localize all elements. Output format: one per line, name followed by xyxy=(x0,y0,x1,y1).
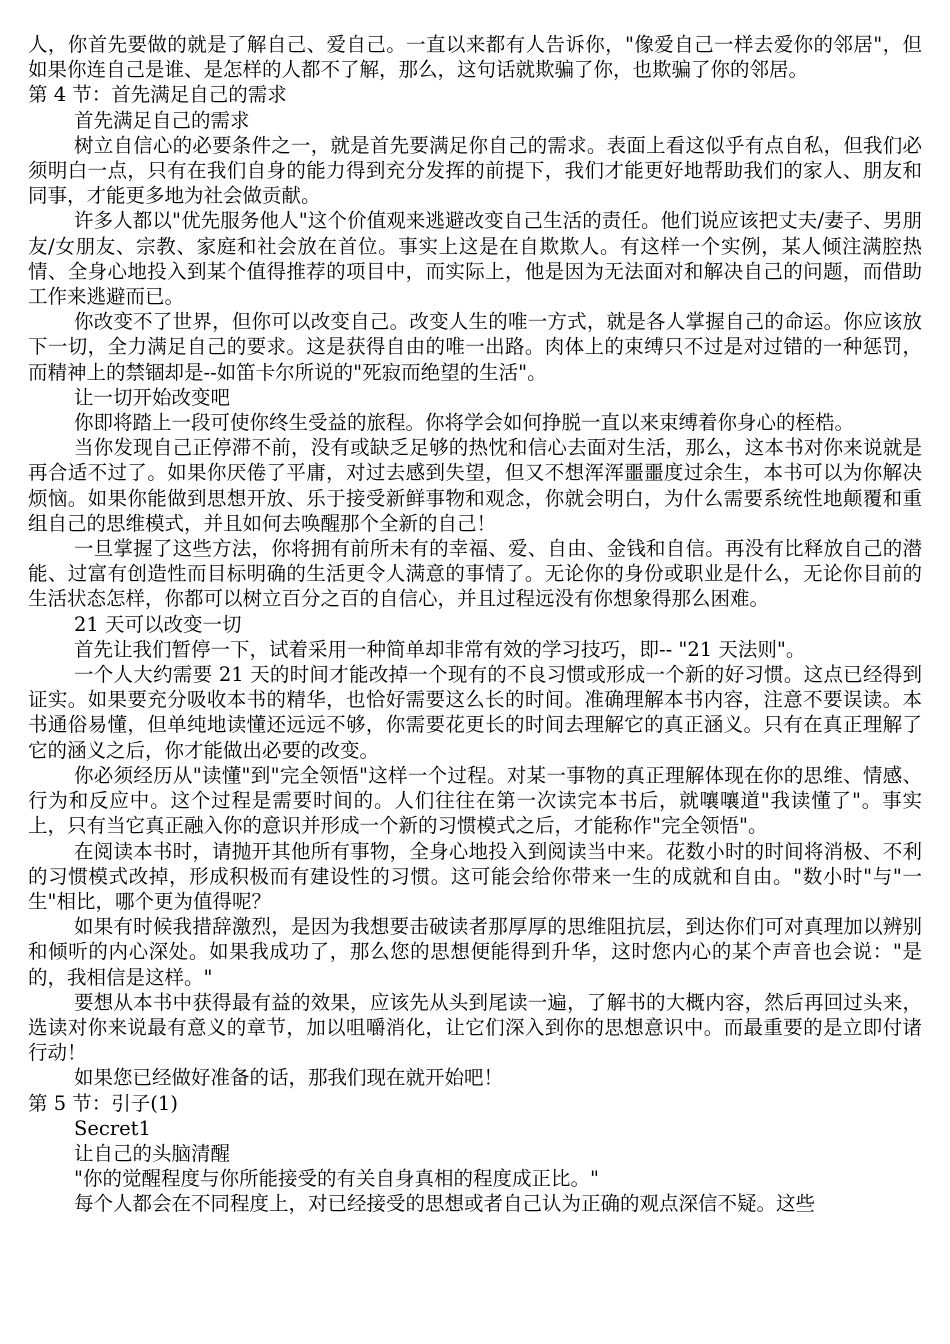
paragraph: 每个人都会在不同程度上，对已经接受的思想或者自己认为正确的观点深信不疑。这些 xyxy=(74,1192,816,1216)
paragraph: 你必须经历从"读懂"到"完全领悟"这样一个过程。对某一事物的真正理解体现在你的思维、情感、行为和反应中。这个过程是需要时间的。人们往往在第一次读完本书后，就嚷嚷道"我读懂了"。事实上，只有当它真正融入你的意识并形成一个新的习惯模式之后，才能称作"完全领悟"。 xyxy=(28,763,922,838)
subheading: 首先满足自己的需求 xyxy=(74,108,250,132)
paragraph: 首先让我们暂停一下，试着采用一种简单却非常有效的学习技巧，即-- "21 天法则"。 xyxy=(74,637,806,661)
paragraph: 当你发现自己正停滞不前，没有或缺乏足够的热忱和信心去面对生活，那么，这本书对你来说就是再合适不过了。如果你厌倦了平庸，对过去感到失望，但又不想浑浑噩噩度过余生，本书可以为你解决烦恼。如果你能做到思想开放、乐于接受新鲜事物和观念，你就会明白，为什么需要系统性地颠覆和重组自己的思维模式，并且如何去唤醒那个全新的自己！ xyxy=(28,436,922,535)
paragraph: 一个人大约需要 21 天的时间才能改掉一个现有的不良习惯或形成一个新的好习惯。这点已经得到证实。如果要充分吸收本书的精华，也恰好需要这么长的时间。准确理解本书内容，注意不要误读。本书通俗易懂，但单纯地读懂还远远不够，你需要花更长的时间去理解它的真正涵义。只有在真正理解了它的涵义之后，你才能做出必要的改变。 xyxy=(28,663,922,762)
subheading: Secret1 xyxy=(74,1116,151,1140)
subheading: 让自己的头脑清醒 xyxy=(74,1141,231,1165)
paragraph: 许多人都以"优先服务他人"这个价值观来逃避改变自己生活的责任。他们说应该把丈夫/妻子、男朋友/女朋友、宗教、家庭和社会放在首位。事实上这是在自欺欺人。有这样一个实例，某人倾注满腔热情、全身心地投入到某个值得推荐的项目中，而实际上，他是因为无法面对和解决自己的问题，而借助工作来逃避而已。 xyxy=(28,209,922,309)
document-page xyxy=(28,32,922,1217)
paragraph: 树立自信心的必要条件之一，就是首先要满足你自己的需求。表面上看这似乎有点自私，但我们必须明白一点，只有在我们自身的能力得到充分发挥的前提下，我们才能更好地帮助我们的家人、朋友和同事，才能更多地为社会做贡献。 xyxy=(28,133,922,208)
paragraph: 在阅读本书时，请抛开其他所有事物，全身心地投入到阅读当中来。花数小时的时间将消极、不利的习惯模式改掉，形成积极而有建设性的习惯。这可能会给你带来一生的成就和自由。"数小时"与"一生"相比，哪个更为值得呢？ xyxy=(28,839,922,913)
paragraph: 要想从本书中获得最有益的效果，应该先从头到尾读一遍，了解书的大概内容，然后再回过头来，选读对你来说最有意义的章节，加以咀嚼消化，让它们深入到你的思想意识中。而最重要的是立即付诸行动！ xyxy=(28,990,922,1065)
paragraph: 如果有时候我措辞激烈，是因为我想要击破读者那厚厚的思维阻抗层，到达你们可对真理加以辨别和倾听的内心深处。如果我成功了，那么您的思想便能得到升华，这时您内心的某个声音也会说："是的，我相信是这样。" xyxy=(28,915,922,989)
paragraph: 人，你首先要做的就是了解自己、爱自己。一直以来都有人告诉你，"像爱自己一样去爱你的邻居"，但如果你连自己是谁、是怎样的人都不了解，那么，这句话就欺骗了你，也欺骗了你的邻居。 xyxy=(28,33,922,82)
subheading: 21 天可以改变一切 xyxy=(74,612,242,636)
section-heading: 第 4 节：首先满足自己的需求 xyxy=(28,83,287,107)
paragraph: 你即将踏上一段可使你终生受益的旅程。你将学会如何挣脱一直以来束缚着你身心的桎梏。 xyxy=(74,411,855,435)
section-heading: 第 5 节：引子(1) xyxy=(28,1091,178,1115)
quote: "你的觉醒程度与你所能接受的有关自身真相的程度成正比。" xyxy=(74,1167,599,1191)
paragraph: 你改变不了世界，但你可以改变自己。改变人生的唯一方式，就是各人掌握自己的命运。你应该放下一切，全力满足自己的要求。这是获得自由的唯一出路。肉体上的束缚只不过是对过错的一种惩罚，而精神上的禁锢却是--如笛卡尔所说的"死寂而绝望的生活"。 xyxy=(28,310,922,384)
paragraph: 一旦掌握了这些方法，你将拥有前所未有的幸福、爱、自由、金钱和自信。再没有比释放自己的潜能、过富有创造性而目标明确的生活更令人满意的事情了。无论你的身份或职业是什么，无论你目前的生活状态怎样，你都可以树立百分之百的自信心，并且过程远没有你想象得那么困难。 xyxy=(28,537,922,611)
paragraph: 如果您已经做好准备的话，那我们现在就开始吧！ xyxy=(74,1066,504,1090)
subheading: 让一切开始改变吧 xyxy=(74,385,231,409)
